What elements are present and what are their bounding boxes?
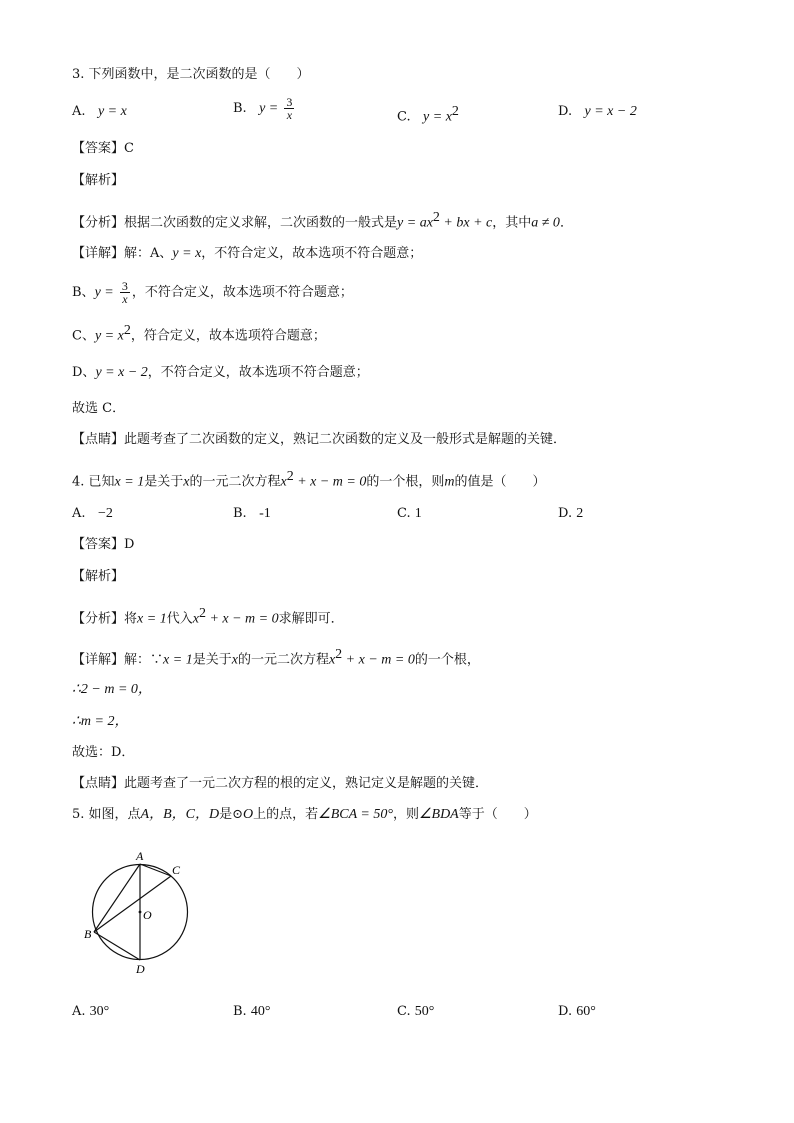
q5-stem bbox=[72, 806, 537, 824]
fenxi-expr: x bbox=[192, 611, 199, 627]
answer-tag: 【答案】 bbox=[72, 141, 125, 156]
fenxi-expr: + x − m = 0 bbox=[205, 611, 279, 627]
stem-points: A，B，C，D bbox=[140, 807, 220, 822]
xiangjie-text: 是关于 bbox=[192, 652, 232, 668]
fraction-denominator: x bbox=[286, 108, 293, 122]
option-value: -1 bbox=[259, 506, 271, 521]
option-letter: C. bbox=[397, 109, 411, 125]
option-value: −2 bbox=[97, 506, 113, 521]
fenxi-tail: ，其中 bbox=[492, 215, 532, 231]
center-point bbox=[139, 911, 142, 914]
step-text: ，不符合定义，故本选项不符合题意； bbox=[147, 365, 369, 380]
stem-expr: x bbox=[280, 474, 287, 490]
option-value: 2 bbox=[576, 506, 584, 521]
stem-text: 的一个根，则 bbox=[366, 474, 445, 490]
fenxi-end: ． bbox=[559, 215, 573, 231]
step-expr: y = x − 2 bbox=[95, 365, 148, 380]
option-letter: C. bbox=[397, 1004, 411, 1019]
stem-text: ，则 bbox=[392, 807, 419, 822]
q3-xiangjie-b bbox=[72, 280, 353, 305]
option-expr: y = x bbox=[97, 104, 127, 119]
option-value: 50° bbox=[414, 1004, 435, 1019]
fenxi-text: 代入 bbox=[166, 611, 193, 627]
option-value: 1 bbox=[414, 506, 422, 521]
q4-stem bbox=[72, 468, 546, 491]
answer-tag: 【答案】 bbox=[72, 537, 125, 552]
xiangjie-expr: x = 1 bbox=[163, 652, 193, 668]
option-exponent: 2 bbox=[451, 104, 459, 119]
q3-dianjing bbox=[72, 431, 566, 449]
chord-bc bbox=[94, 876, 171, 932]
option-letter: B. bbox=[233, 101, 247, 116]
chord-ac bbox=[140, 864, 171, 876]
step-text: ，不符合定义，故本选项不符合题意； bbox=[131, 285, 353, 300]
dianjing-text: 此题考查了一元二次方程的根的定义，熟记定义是解题的关键． bbox=[124, 776, 489, 791]
option-value: 60° bbox=[576, 1004, 596, 1019]
circle-figure bbox=[78, 846, 198, 978]
q4-option-b bbox=[233, 505, 271, 523]
fenxi-text: 根据二次函数的定义求解，二次函数的一般式是 bbox=[124, 215, 398, 231]
stem-expr: x = 1 bbox=[114, 474, 145, 490]
q4-answer bbox=[72, 536, 134, 554]
dianjing-tag: 【点睛】 bbox=[72, 432, 125, 447]
q5-option-d bbox=[558, 1003, 596, 1021]
stem-text: 的一元二次方程 bbox=[189, 474, 281, 490]
answer-value: C bbox=[124, 141, 134, 156]
q3-option-a bbox=[72, 103, 127, 121]
q3-xiangjie-d bbox=[72, 364, 369, 382]
option-letter: A. bbox=[72, 506, 86, 521]
q3-stem: 3. 下列函数中，是二次函数的是（ ） bbox=[72, 67, 310, 82]
q5-option-b bbox=[233, 1003, 270, 1021]
step-expr: ∴m = 2， bbox=[72, 714, 129, 729]
stem-circle: O bbox=[243, 807, 254, 822]
dianjing-tag: 【点睛】 bbox=[72, 776, 125, 791]
xiangjie-expr: + x − m = 0 bbox=[342, 652, 415, 668]
xiangjie-text: 解：∵ bbox=[124, 652, 164, 668]
q4-xiangjie bbox=[72, 646, 480, 669]
q4-option-a bbox=[72, 505, 113, 523]
xiangjie-tag: 【详解】 bbox=[72, 652, 125, 668]
xiangjie-tag: 【详解】 bbox=[72, 246, 125, 261]
step-prefix: D、 bbox=[72, 365, 96, 380]
step-prefix: B、 bbox=[72, 285, 95, 300]
option-letter: B. bbox=[233, 506, 247, 521]
q3-answer bbox=[72, 140, 134, 158]
option-value: 40° bbox=[250, 1004, 271, 1019]
step-text: ，不符合定义，故本选项不符合题意； bbox=[201, 246, 423, 261]
dianjing-text: 此题考查了二次函数的定义，熟记二次函数的定义及一般形式是解题的关键． bbox=[124, 432, 567, 447]
xiangjie-text: 的一个根， bbox=[414, 652, 480, 668]
fraction-denominator: x bbox=[122, 292, 128, 306]
step-expr: y = x bbox=[172, 246, 202, 261]
fenxi-text: 求解即可． bbox=[278, 611, 344, 627]
exponent: 2 bbox=[198, 606, 206, 621]
q4-option-c bbox=[397, 505, 422, 523]
q3-xiangjie-a bbox=[72, 245, 422, 263]
step-expr: y = x bbox=[94, 328, 124, 344]
step-expr: y = bbox=[94, 285, 114, 300]
stem-var: m bbox=[444, 474, 455, 490]
option-expr-prefix: y = bbox=[259, 101, 279, 116]
option-letter: A. bbox=[72, 1004, 86, 1019]
fenxi-tag: 【分析】 bbox=[72, 215, 125, 231]
q4-step2 bbox=[72, 713, 128, 731]
condition: a ≠ 0 bbox=[531, 215, 560, 231]
q5-option-c bbox=[397, 1003, 434, 1021]
exponent: 2 bbox=[123, 323, 131, 338]
stem-angle: ∠BCA = 50° bbox=[318, 807, 393, 822]
label-d: D bbox=[136, 962, 145, 976]
chord-bd bbox=[94, 932, 140, 960]
q4-conclusion: 故选：D． bbox=[72, 745, 135, 760]
q5-option-a bbox=[72, 1003, 109, 1021]
option-expr: y = x bbox=[423, 109, 452, 125]
step-text: ，符合定义，故本选项符合题意； bbox=[130, 328, 326, 344]
formula-exponent: 2 bbox=[432, 210, 440, 225]
stem-angle: ∠BDA bbox=[418, 807, 459, 822]
q3-analysis-tag: 【解析】 bbox=[72, 173, 125, 188]
q3-option-b bbox=[233, 96, 296, 121]
label-o: O bbox=[143, 908, 152, 922]
formula: y = ax bbox=[397, 215, 433, 231]
stem-text: 上的点，若 bbox=[253, 807, 319, 822]
xiangjie-var: x bbox=[231, 652, 238, 668]
option-letter: D. bbox=[558, 506, 573, 521]
fraction-numerator: 3 bbox=[286, 95, 293, 109]
q3-option-c bbox=[397, 103, 459, 126]
q4-dianjing bbox=[72, 775, 488, 793]
fraction bbox=[284, 96, 294, 121]
q3-fenxi bbox=[72, 209, 573, 232]
fraction-numerator: 3 bbox=[121, 279, 128, 293]
option-expr: y = x − 2 bbox=[584, 104, 637, 119]
chord-ab bbox=[94, 864, 140, 932]
fenxi-expr: x = 1 bbox=[137, 611, 167, 627]
step-prefix: C、 bbox=[72, 328, 95, 344]
label-c: C bbox=[172, 863, 181, 877]
formula: + bx + c bbox=[439, 215, 493, 231]
option-letter: A. bbox=[72, 104, 86, 119]
stem-var: x bbox=[183, 474, 190, 490]
stem-text: 4. 已知 bbox=[72, 474, 115, 490]
stem-text: 是⊙ bbox=[219, 807, 244, 822]
fraction bbox=[120, 280, 130, 305]
step-expr: ∴2 − m = 0， bbox=[72, 682, 152, 697]
exponent: 2 bbox=[335, 647, 343, 662]
stem-text: 等于（ ） bbox=[458, 807, 537, 822]
q4-step1 bbox=[72, 681, 152, 699]
q4-fenxi bbox=[72, 605, 344, 628]
q3-conclusion: 故选 C． bbox=[72, 401, 126, 416]
stem-expr: + x − m = 0 bbox=[293, 474, 367, 490]
stem-text: 5. 如图，点 bbox=[72, 807, 141, 822]
q4-option-d bbox=[558, 505, 583, 523]
fenxi-tag: 【分析】 bbox=[72, 611, 125, 627]
q3-xiangjie-c bbox=[72, 322, 326, 345]
xiangjie-text: 的一元二次方程 bbox=[237, 652, 329, 668]
q4-analysis-tag: 【解析】 bbox=[72, 569, 125, 584]
step-prefix: 解：A、 bbox=[124, 246, 173, 261]
xiangjie-expr: x bbox=[328, 652, 336, 668]
fenxi-text: 将 bbox=[124, 611, 138, 627]
label-a: A bbox=[136, 849, 144, 863]
option-letter: C. bbox=[397, 506, 411, 521]
option-letter: D. bbox=[558, 104, 573, 119]
stem-text: 是关于 bbox=[144, 474, 184, 490]
exponent: 2 bbox=[286, 469, 294, 484]
option-letter: B. bbox=[233, 1004, 247, 1019]
label-b: B bbox=[84, 927, 92, 941]
q3-option-d bbox=[558, 103, 637, 121]
answer-value: D bbox=[124, 537, 135, 552]
option-value: 30° bbox=[89, 1004, 110, 1019]
option-letter: D. bbox=[558, 1004, 573, 1019]
stem-text: 的值是（ ） bbox=[454, 474, 546, 490]
